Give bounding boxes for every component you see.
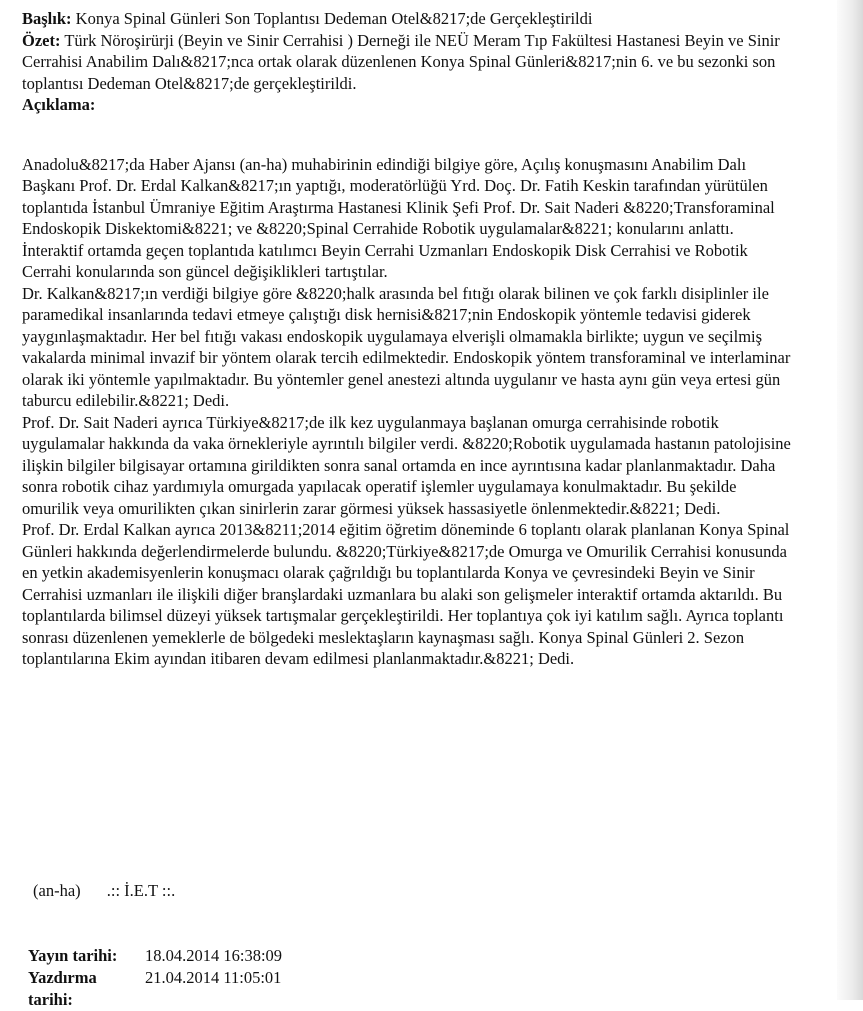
published-value: 18.04.2014 16:38:09 <box>145 946 283 965</box>
summary-label: Özet: <box>22 30 61 50</box>
paragraph-1: Anadolu&8217;da Haber Ajansı (an-ha) muhabirinin edindiği bilgiye göre, Açılış konuşmasını Anabilim Dalı Başkanı Prof. Dr. Erdal Kalkan&8217;ın yaptığı, moderatörlüğü Yrd. Doç. Dr. Fatih Keskin tarafından yürütülen toplantıda İstanbul Ümraniye Eğitim Araştırma Hastanesi Klinik Şefi Prof. Dr. Sait Naderi &8220;Transforaminal Endoskopik Diskektomi&8221; ve &8220;Spinal Cerrahide Robotik uygulamalar&8221; konularını anlattı. İnteraktif ortamda geçen toplantıda katılımcı Beyin Cerrahi Uzmanları Endoskopik Disk Cerrahisi ve Robotik Cerrahi konularında son güncel değişiklikleri tartıştılar. <box>22 154 775 281</box>
signature-initials: .:: İ.E.T ::. <box>106 881 176 900</box>
title-text: Konya Spinal Günleri Son Toplantısı Dedeman Otel&8217;de Gerçekleştirildi <box>75 9 593 28</box>
title-line <box>22 8 792 30</box>
description-line <box>22 94 792 116</box>
document-page <box>22 8 792 670</box>
signature-line <box>33 881 197 901</box>
summary-line <box>22 30 792 95</box>
title-label: Başlık: <box>22 9 72 28</box>
printed-row <box>28 967 282 1011</box>
printed-value: 21.04.2014 11:05:01 <box>145 968 282 987</box>
document-footer <box>28 945 282 1011</box>
signature-source: (an-ha) <box>33 881 81 900</box>
paragraph-3: Prof. Dr. Sait Naderi ayrıca Türkiye&8217;de ilk kez uygulanmaya başlanan omurga cerrahisinde robotik uygulamalar hakkında da vaka örnekleriyle ayrıntılı bilgiler verdi. &8220;Robotik uygulamada hastanın patolojisine ilişkin bilgiler bilgisayar ortamına girildikten sonra sanal ortamda en ince ayrıntısına kadar planlanmaktadır. Daha sonra robotik cihaz yardımıyla omurgada yapılacak operatif işlemler uygulamaya konulmaktadır. Bu şekilde omurilik veya omurilikten çıkan sinirlerin zarar görmesi yüksek hassasiyetle önlenmektedir.&8221; Dedi. <box>22 412 791 518</box>
description-label: Açıklama: <box>22 95 96 114</box>
published-row <box>28 945 282 967</box>
printed-label: Yazdırma tarihi: <box>28 968 97 1009</box>
paragraph-4: Prof. Dr. Erdal Kalkan ayrıca 2013&8211;2014 eğitim öğretim döneminde 6 toplantı olarak planlanan Konya Spinal Günleri hakkında değerlendirmelerde bulundu. &8220;Türkiye&8217;de Omurga ve Omurilik Cerrahisi konusunda en yetkin akademisyenlerin konuşmacı olarak çağrıldığı bu toplantılarda Konya ve çevresindeki Beyin ve Sinir Cerrahisi uzmanları ile ilişkili diğer branşlardaki uzmanlara bu alaki son gelişmeler interaktif ortamda aktarıldı. Bu toplantılarda bilimsel düzeyi yüksek tartışmalar gerçekleştirildi. Her toplantıya çok iyi katılım sağlı. Ayrıca toplantı sonrası düzenlenen yemeklerle de bölgedeki meslektaşların kaynaşması sağlı. Konya Spinal Günleri 2. Sezon toplantılarına Ekim ayından itibaren devam edilmesi planlanmaktadır.&8221; Dedi. <box>22 520 790 668</box>
summary-text: Türk Nöroşirürji (Beyin ve Sinir Cerrahisi ) Derneği ile NEÜ Meram Tıp Fakültesi Hastanesi Beyin ve Sinir Cerrahisi Anabilim Dalı&8217;nca ortak olarak düzenlenen Konya Spinal Günleri&8217;nin 6. ve bu sezonki son toplantısı Dedeman Otel&8217;de gerçekleştirildi. <box>22 30 780 93</box>
published-label: Yayın tarihi: <box>28 946 118 965</box>
paragraph-2: Dr. Kalkan&8217;ın verdiği bilgiye göre &8220;halk arasında bel fıtığı olarak bilinen ve çok farklı disiplinler ile paramedikal insanlarında tedavi etmeye çalıştığı disk hernisi&8217;nin Endoskopik yöntemle tedavisi giderek yaygınlaşmaktadır. Her bel fıtığı vakası endoskopik uygulamaya elverişli olmamakla birlikte; uygun ve seçilmiş vakalarda minimal invazif bir yöntem olarak tercih edilmektedir. Endoskopik yöntem transforaminal ve interlaminar olarak iki yöntemle yapılmaktadır. Bu yöntemler genel anestezi altında uygulanır ve hasta aynı gün veya ertesi gün taburcu edilebilir.&8221; Dedi. <box>22 283 791 410</box>
scan-edge-shadow <box>837 0 863 1000</box>
